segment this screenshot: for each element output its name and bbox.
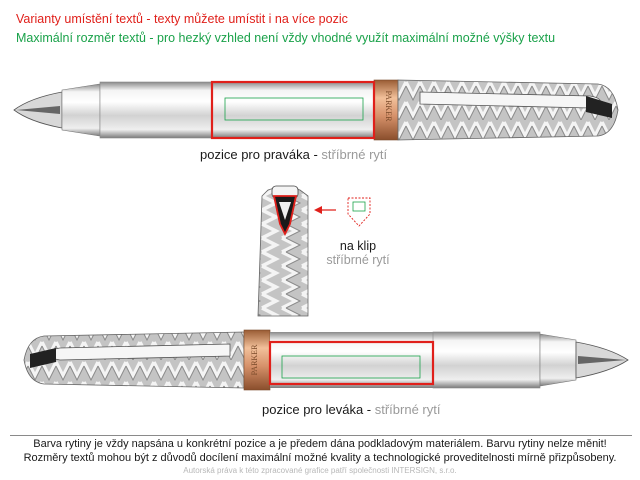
caption-left-gray: stříbrné rytí: [374, 402, 441, 417]
caption-left-hand: [262, 402, 440, 417]
header-max-size: Maximální rozměr textů - pro hezký vzhled není vždy vhodné využít maximální možné výšky textu: [16, 31, 556, 45]
caption-right-main: pozice pro praváka -: [200, 147, 322, 162]
brand-ring-right: PARKER: [384, 90, 393, 122]
divider: [10, 435, 632, 436]
caption-left-main: pozice pro leváka -: [262, 402, 375, 417]
brand-ring-left: PARKER: [250, 344, 259, 376]
caption-right-hand: [200, 147, 387, 162]
footer-note-color: Barva rytiny je vždy napsána u konkrétní pozice a je předem dána podkladovým materiálem. Barvu rytiny nelze měnit!: [33, 438, 607, 450]
caption-right-gray: stříbrné rytí: [321, 147, 388, 162]
footer-note-size: Rozměry textů mohou být z důvodů docílení maximální možné kvality a technologické proveditelnosti mírně přizpůsobeny.: [23, 452, 617, 464]
caption-clip-gray: stříbrné rytí: [326, 253, 390, 267]
right-hand-pen: [14, 80, 618, 140]
header-variants: Varianty umístění textů - texty můžete umístit i na více pozic: [16, 12, 348, 26]
arrow-left-icon: [314, 206, 322, 214]
copyright: Autorská práva k této zpracované grafice patří společnosti INTERSIGN, s.r.o.: [183, 466, 457, 475]
caption-clip: [320, 239, 396, 267]
left-hand-pen: [24, 330, 628, 390]
caption-clip-main: na klip: [339, 239, 377, 253]
